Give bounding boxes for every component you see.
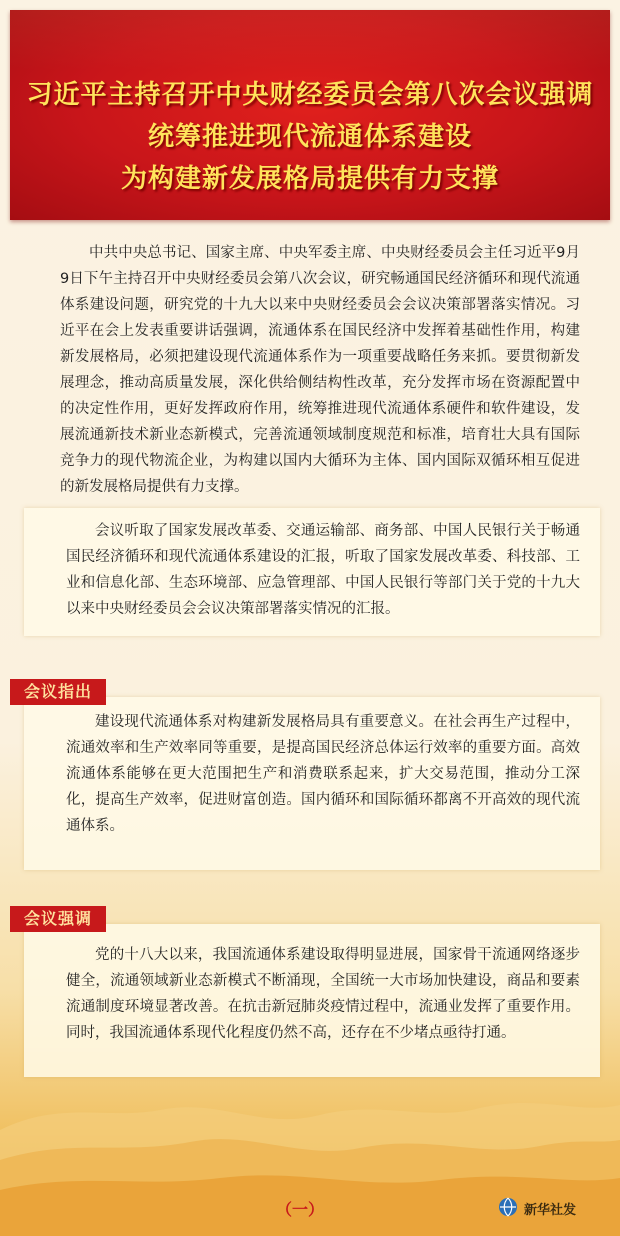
meeting-report-box (24, 508, 600, 636)
headline-banner (10, 10, 610, 220)
section-pointed-out-text: 建设现代流通体系对构建新发展格局具有重要意义。在社会再生产过程中，流通效率和生产效率同等重要，是提高国民经济总体运行效率的重要方面。高效流通体系能够在更大范围把生产和消费联系起来，扩大交易范围，推动分工深化，提高生产效率，促进财富创造。国内循环和国际循环都离不开高效的现代流通体系。 (66, 714, 580, 834)
section-pointed-out-tag: 会议指出 (10, 679, 106, 705)
banner-sheen (10, 10, 610, 70)
section-pointed-out-box (24, 697, 600, 870)
section-emphasized-box (24, 924, 600, 1077)
xinhua-globe-icon (498, 1197, 518, 1217)
section-emphasized-tag: 会议强调 (10, 906, 106, 932)
intro-paragraph: 中共中央总书记、国家主席、中央军委主席、中央财经委员会主任习近平9月9日下午主持召开中央财经委员会第八次会议，研究畅通国民经济循环和现代流通体系建设问题，研究党的十九大以来中央财经委员会会议决策部署落实情况。习近平在会上发表重要讲话强调，流通体系在国民经济中发挥着基础性作用，构建新发展格局，必须把建设现代流通体系作为一项重要战略任务来抓。要贯彻新发展理念，推动高质量发展，深化供给侧结构性改革，充分发挥市场在资源配置中的决定性作用，更好发挥政府作用，统筹推进现代流通体系硬件和软件建设，发展流通新技术新业态新模式，完善流通领域制度规范和标准，培育壮大具有国际竞争力的现代物流企业，为构建以国内大循环为主体、国内国际双循环相互促进的新发展格局提供有力支撑。 (60, 245, 580, 495)
headline-line-2: 统筹推进现代流通体系建设 (147, 122, 472, 152)
headline-line-3: 为构建新发展格局提供有力支撑 (120, 164, 499, 194)
section-emphasized-text: 党的十八大以来，我国流通体系建设取得明显进展，国家骨干流通网络逐步健全，流通领域新业态新模式不断涌现，全国统一大市场加快建设，商品和要素流通制度环境显著改善。在抗击新冠肺炎疫情过程中，流通业发挥了重要作用。同时，我国流通体系现代化程度仍然不高，还存在不少堵点亟待打通。 (66, 947, 580, 1041)
page-number: （一） (275, 1200, 324, 1219)
headline-line-1: 习近平主持召开中央财经委员会第八次会议强调 (26, 80, 594, 110)
meeting-report-paragraph: 会议听取了国家发展改革委、交通运输部、商务部、中国人民银行关于畅通国民经济循环和现代流通体系建设的汇报，听取了国家发展改革委、科技部、工业和信息化部、生态环境部、应急管理部、中国人民银行等部门关于党的十九大以来中央财经委员会会议决策部署落实情况的汇报。 (66, 523, 580, 617)
source-credit: 新华社发 (524, 1203, 577, 1218)
